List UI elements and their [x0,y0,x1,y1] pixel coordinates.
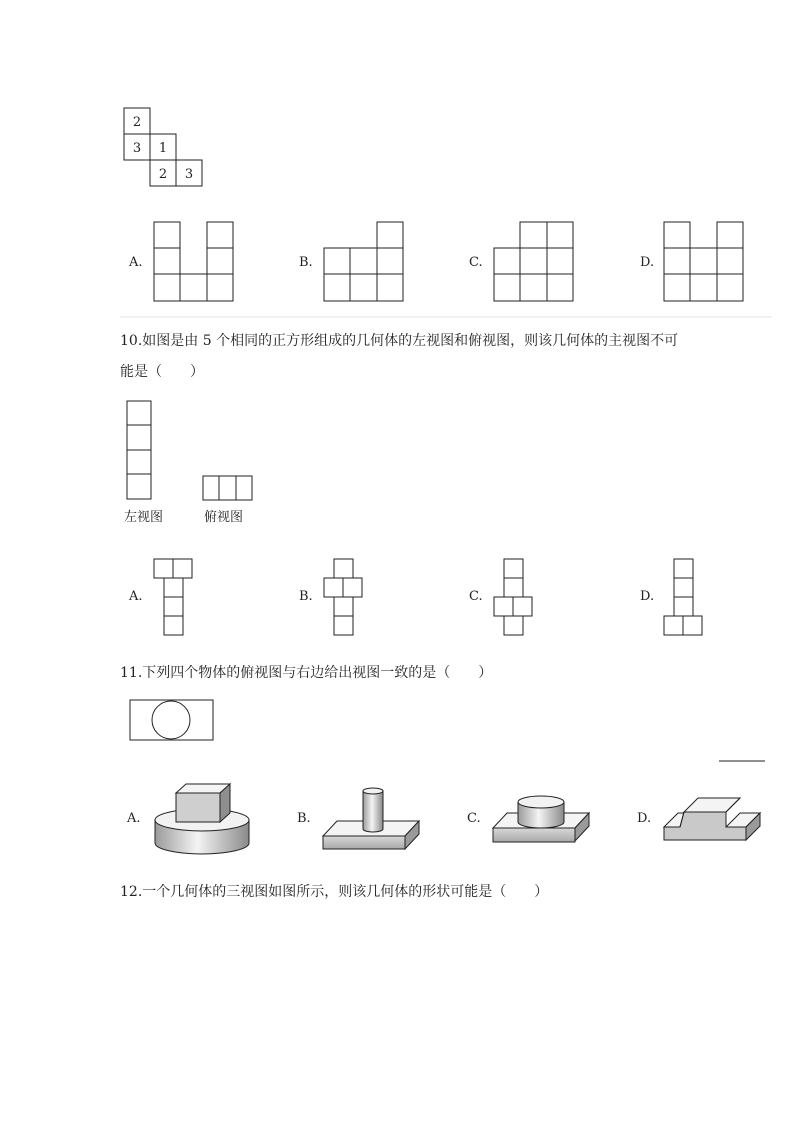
q9-grid-num-2: 3 [132,141,142,156]
q12-question: 12.一个几何体的三视图如图所示，则该几何体的形状可能是（ ） [120,884,549,900]
q10-question-line2: 能是（ ） [120,364,204,380]
q11-option-c-solid[interactable] [493,796,589,842]
q10-option-b-label[interactable]: B. [299,589,313,604]
q11-option-d-label[interactable]: D. [637,811,652,826]
q10-option-d-label[interactable]: D. [640,589,655,604]
q9-option-d-label[interactable]: D. [640,255,655,270]
q10-left-view-label: 左视图 [124,510,164,525]
q10-option-a-figure[interactable] [154,559,192,635]
q9-option-a-figure[interactable] [154,222,233,301]
q9-option-c-label[interactable]: C. [469,255,483,270]
q9-option-d-figure[interactable] [664,222,743,301]
q11-reference-top-view [130,700,213,740]
q9-option-c-figure[interactable] [494,222,573,301]
q11-option-b-label[interactable]: B. [297,811,311,826]
q9-option-a-label[interactable]: A. [129,255,143,270]
q10-option-b-figure[interactable] [324,559,362,635]
q10-option-a-label[interactable]: A. [129,589,143,604]
q10-option-d-figure[interactable] [664,559,702,635]
q10-option-c-figure[interactable] [494,559,532,635]
q9-grid-num-5: 3 [184,167,194,182]
q9-option-b-label[interactable]: B. [299,255,313,270]
q10-question-line1: 10.如图是由 5 个相同的正方形组成的几何体的左视图和俯视图，则该几何体的主视图不可 [120,333,679,349]
q11-option-c-label[interactable]: C. [467,811,481,826]
q11-question: 11.下列四个物体的俯视图与右边给出视图一致的是（ ） [120,665,493,681]
q9-grid-num-3: 1 [158,141,168,156]
q11-option-a-label[interactable]: A. [127,811,141,826]
q9-grid-num-4: 2 [158,167,168,182]
q10-left-view [127,401,151,499]
q11-option-d-solid[interactable] [664,798,760,840]
q10-top-view [203,476,252,500]
q11-option-b-solid[interactable] [323,788,419,849]
q9-option-b-figure[interactable] [324,222,403,301]
q10-option-c-label[interactable]: C. [469,589,483,604]
q10-top-view-label: 俯视图 [204,510,244,525]
q9-grid-num-1: 2 [132,115,142,130]
q11-option-a-solid[interactable] [155,784,249,854]
